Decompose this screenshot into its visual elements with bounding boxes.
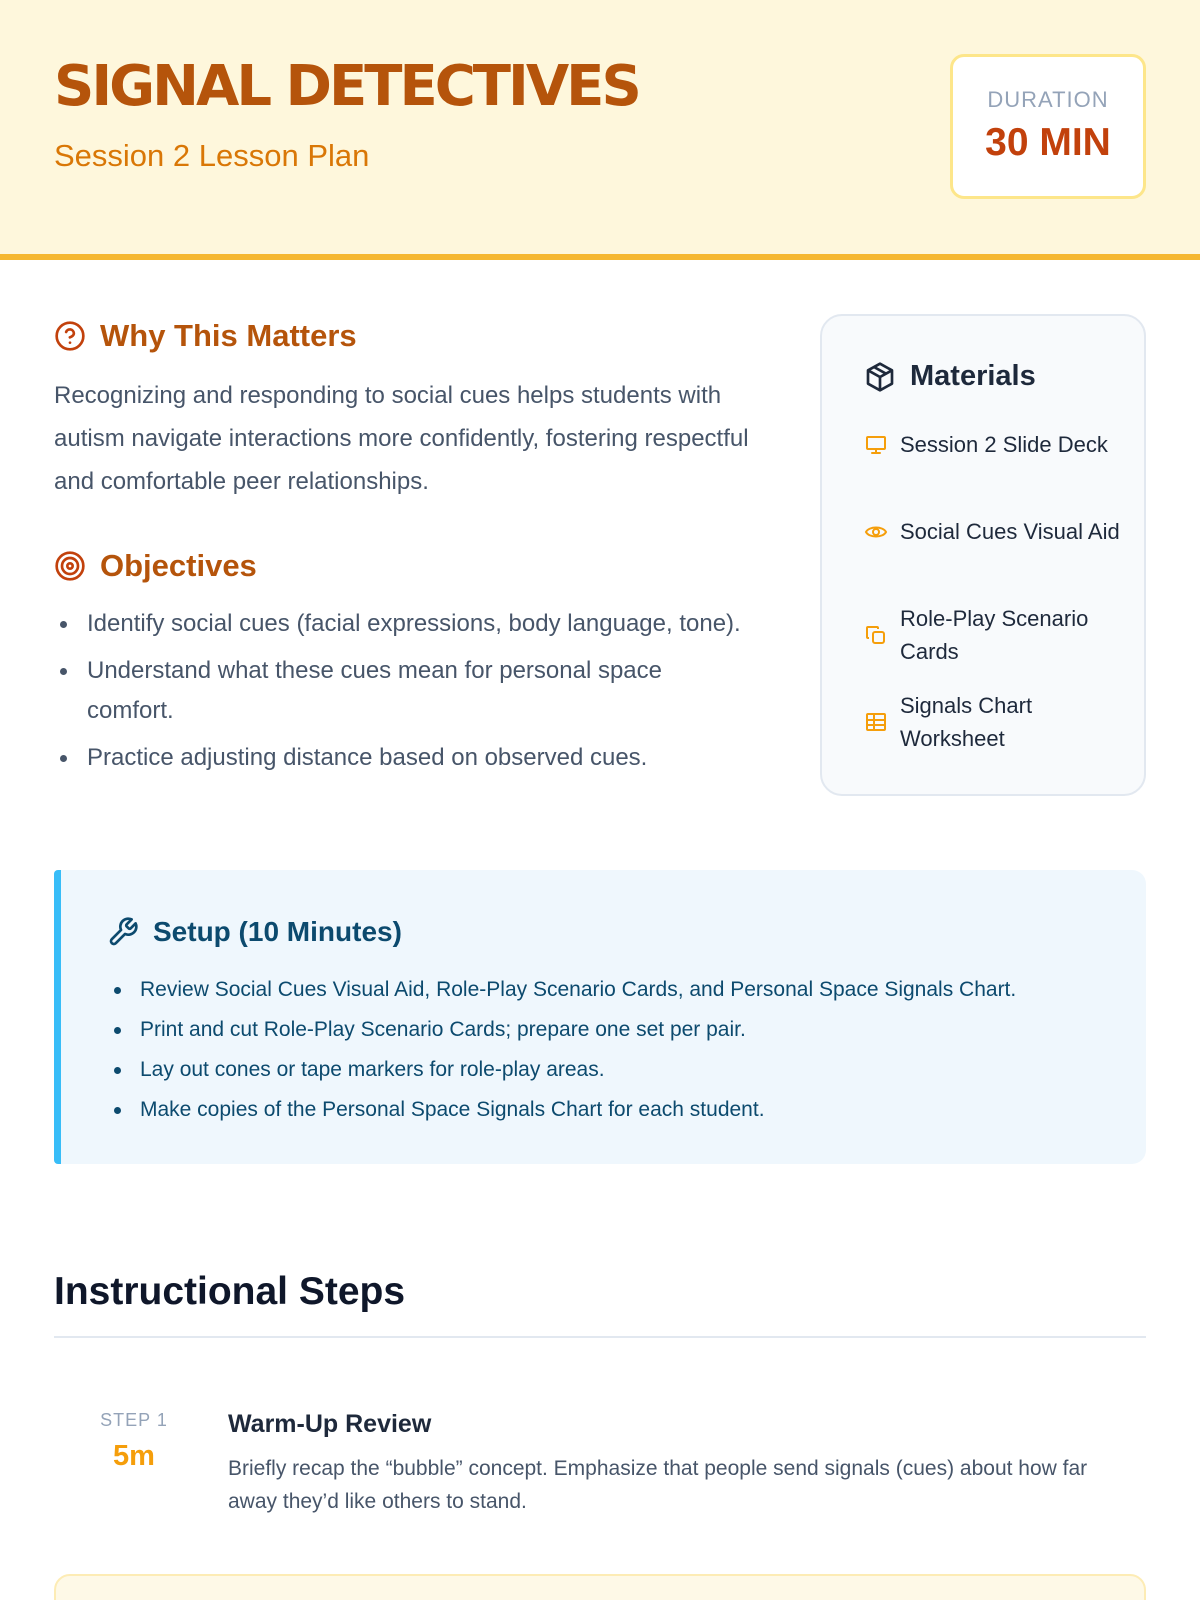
divider — [54, 1336, 1146, 1338]
material-label: Session 2 Slide Deck — [900, 432, 1108, 457]
material-item — [864, 428, 1120, 461]
steps-heading: Instructional Steps — [54, 1270, 406, 1313]
objective-item: Practice adjusting distance based on observed cues. — [54, 738, 754, 778]
setup-box — [54, 870, 1146, 1164]
material-label: Signals Chart Worksheet — [900, 693, 1033, 751]
objectives-list — [54, 604, 754, 785]
wrench-icon — [107, 916, 139, 948]
setup-item: Print and cut Role-Play Scenario Cards; prepare one set per pair. — [107, 1010, 1127, 1050]
step-number: STEP 1 — [100, 1410, 168, 1430]
setup-item: Review Social Cues Visual Aid, Role-Play Scenario Cards, and Personal Space Signals Chart. — [107, 970, 1127, 1010]
material-label: Social Cues Visual Aid — [900, 519, 1120, 544]
duration-value: 30 MIN — [985, 121, 1111, 164]
material-label: Role-Play Scenario Cards — [900, 606, 1089, 664]
presentation-icon — [864, 433, 888, 457]
step-title: Warm-Up Review — [228, 1410, 432, 1438]
objective-item: Identify social cues (facial expressions, body language, tone). — [54, 604, 754, 644]
setup-item: Lay out cones or tape markers for role-play areas. — [107, 1050, 1127, 1090]
objectives-heading — [54, 548, 257, 584]
duration-label: DURATION — [987, 87, 1109, 112]
step-duration: 5m — [113, 1440, 155, 1472]
why-heading-text: Why This Matters — [100, 318, 357, 353]
copy-icon — [864, 623, 888, 647]
duration-badge — [950, 54, 1146, 199]
setup-list — [107, 970, 1127, 1130]
setup-heading — [107, 916, 402, 948]
step-description: Briefly recap the “bubble” concept. Emphasize that people send signals (cues) about how far away they’d like others to stand. — [228, 1457, 1088, 1513]
objectives-heading-text: Objectives — [100, 548, 257, 583]
why-paragraph: Recognizing and responding to social cues helps students with autism navigate interactions more confidently, fostering respectful and comfortable peer relationships. — [54, 382, 749, 495]
material-item — [864, 515, 1120, 548]
setup-heading-text: Setup (10 Minutes) — [153, 916, 402, 947]
materials-card — [820, 314, 1146, 796]
materials-heading — [864, 360, 1036, 393]
target-icon — [54, 550, 86, 582]
material-item — [864, 689, 1120, 755]
table-icon — [864, 710, 888, 734]
setup-item: Make copies of the Personal Space Signals Chart for each student. — [107, 1090, 1127, 1130]
why-heading — [54, 318, 357, 354]
lesson-subtitle: Session 2 Lesson Plan — [54, 138, 370, 173]
lesson-title: SIGNAL DETECTIVES — [54, 54, 639, 119]
materials-heading-text: Materials — [910, 360, 1036, 392]
package-icon — [864, 361, 896, 393]
next-step-card — [54, 1574, 1146, 1600]
eye-icon — [864, 520, 888, 544]
objective-item: Understand what these cues mean for personal space comfort. — [54, 651, 754, 731]
lesson-header — [0, 0, 1200, 260]
question-circle-icon — [54, 320, 86, 352]
material-item — [864, 602, 1120, 668]
